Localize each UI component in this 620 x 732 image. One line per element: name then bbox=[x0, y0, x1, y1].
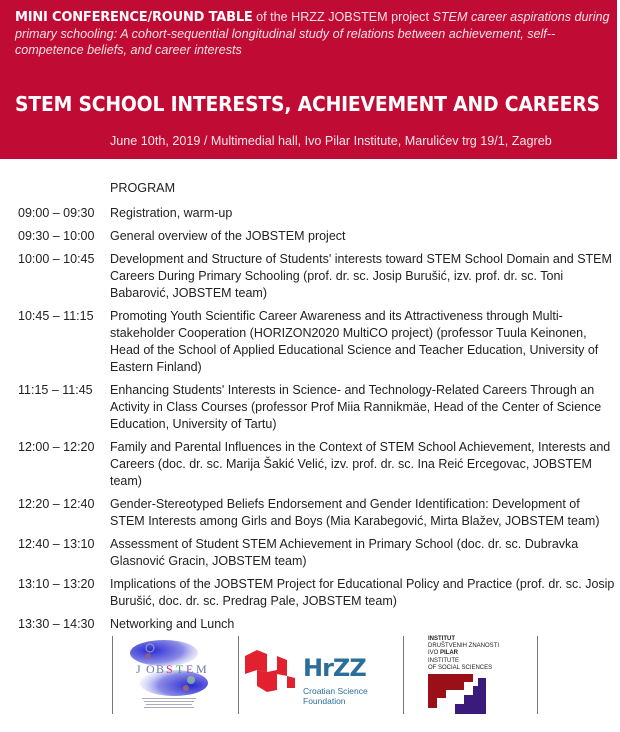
program-row bbox=[18, 439, 618, 490]
program-description: Assessment of Student STEM Achievement in Primary School (doc. dr. sc. Dubravka Glasnović Gracin, JOBSTEM team) bbox=[110, 537, 579, 568]
program-row bbox=[18, 536, 618, 570]
divider bbox=[537, 636, 538, 714]
jobstem-letter: O bbox=[146, 662, 156, 676]
program-time: 12:40 – 13:10 bbox=[18, 537, 95, 551]
program-time: 13:30 – 14:30 bbox=[18, 617, 95, 631]
pilar-line1: INSTITUT bbox=[428, 636, 455, 642]
pilar-line4: INSTITUTE bbox=[428, 657, 459, 664]
program-time: 12:00 – 12:20 bbox=[18, 440, 95, 454]
jobstem-letter: J bbox=[136, 662, 142, 676]
header-banner bbox=[0, 0, 617, 159]
main-title: STEM SCHOOL INTERESTS, ACHIEVEMENT AND CAREERS bbox=[15, 92, 600, 116]
program-row bbox=[18, 496, 618, 530]
program-row bbox=[18, 205, 618, 222]
jobstem-letter: S bbox=[166, 662, 174, 676]
event-intro bbox=[15, 9, 615, 58]
program-row bbox=[18, 382, 618, 433]
hrzz-tagline-line1: Croatian Science bbox=[303, 686, 368, 696]
program-row bbox=[18, 308, 618, 376]
program-description: Family and Parental Influences in the Context of STEM School Achievement, Interests and Careers (doc. dr. sc. Marija Šakić Velić, izv. prof. dr. sc. Ina Reić Ercegovac, JOBSTEM team) bbox=[110, 440, 611, 488]
jobstem-logo bbox=[128, 638, 210, 712]
hrzz-logo bbox=[243, 646, 393, 706]
program-description: Enhancing Students' Interests in Science- and Technology-Related Careers Through an Activity in Class Courses (professor Prof Miia Rannikmäe, Head of the Center of Science Education, University of Tartu) bbox=[110, 383, 602, 431]
divider bbox=[112, 636, 113, 714]
program-list bbox=[18, 205, 618, 639]
program-description: Implications of the JOBSTEM Project for Educational Policy and Practice (prof. dr. sc. Josip Burušić, doc. dr. sc. Predrag Pale, JOBSTEM team) bbox=[110, 577, 615, 608]
program-label: PROGRAM bbox=[110, 181, 176, 195]
program-description: Registration, warm-up bbox=[110, 206, 233, 220]
program-row bbox=[18, 576, 618, 610]
divider bbox=[403, 636, 404, 714]
divider bbox=[238, 636, 239, 714]
program-row bbox=[18, 251, 618, 302]
hrzz-wordmark: HrZZ bbox=[303, 654, 366, 682]
program-row bbox=[18, 616, 618, 633]
project-title: STEM career aspirations during primary schooling: A cohort-sequential longitudinal study of relations between achievement, self--competence beliefs, and career interests bbox=[15, 10, 610, 57]
ivo-pilar-logo bbox=[428, 636, 528, 714]
jobstem-letter: T bbox=[176, 662, 184, 676]
jobstem-letter: M bbox=[196, 662, 208, 676]
pilar-line2: DRUŠTVENIH ZNANOSTI bbox=[428, 643, 500, 650]
pilar-stairs-icon bbox=[428, 674, 498, 714]
event-type: MINI CONFERENCE/ROUND TABLE bbox=[15, 10, 253, 25]
date-venue: June 10th, 2019 / Multimedial hall, Ivo Pilar Institute, Marulićev trg 19/1, Zagreb bbox=[110, 134, 552, 148]
pilar-line3a: IVO bbox=[428, 650, 441, 657]
jobstem-letter: E bbox=[186, 662, 194, 676]
program-time: 13:10 – 13:20 bbox=[18, 577, 95, 591]
program-description: Networking and Lunch bbox=[110, 617, 235, 631]
program-description: General overview of the JOBSTEM project bbox=[110, 229, 346, 243]
hrzz-tagline-line2: Foundation bbox=[303, 696, 346, 706]
program-description: Gender-Stereotyped Beliefs Endorsement and Gender Identification: Development of STEM Interests among Girls and Boys (Mia Karabegović, Mirta Blažev, JOBSTEM team) bbox=[110, 497, 600, 528]
hrzz-tagline bbox=[303, 686, 368, 706]
program-time: 09:30 – 10:00 bbox=[18, 229, 95, 243]
pilar-line3 bbox=[428, 650, 528, 657]
program-time: 10:45 – 11:15 bbox=[18, 309, 94, 323]
pilar-text bbox=[428, 636, 528, 672]
intro-text: of the HRZZ JOBSTEM project bbox=[252, 10, 433, 24]
pilar-line3b: PILAR bbox=[440, 650, 459, 657]
program-time: 10:00 – 10:45 bbox=[18, 252, 95, 266]
program-row bbox=[18, 228, 618, 245]
jobstem-letter: B bbox=[156, 662, 165, 676]
program-time: 12:20 – 12:40 bbox=[18, 497, 95, 511]
logo-strip bbox=[0, 636, 620, 714]
program-time: 11:15 – 11:45 bbox=[18, 383, 93, 397]
program-description: Development and Structure of Students' interests toward STEM School Domain and STEM Careers During Primary Schooling (prof. dr. sc. Josip Burušić, izv. prof. dr. sc. Toni Babarović, JOBSTEM team) bbox=[110, 252, 612, 300]
program-description: Promoting Youth Scientific Career Awareness and its Attractiveness through Multi-stakeholder Cooperation (HORIZON2020 MultiCO project) (professor Tuula Keinonen, Head of the School of Applied Educational Science and Teacher Education, University of Eastern Finland) bbox=[110, 309, 599, 374]
pilar-line5: OF SOCIAL SCIENCES bbox=[428, 664, 493, 671]
program-time: 09:00 – 09:30 bbox=[18, 206, 95, 220]
